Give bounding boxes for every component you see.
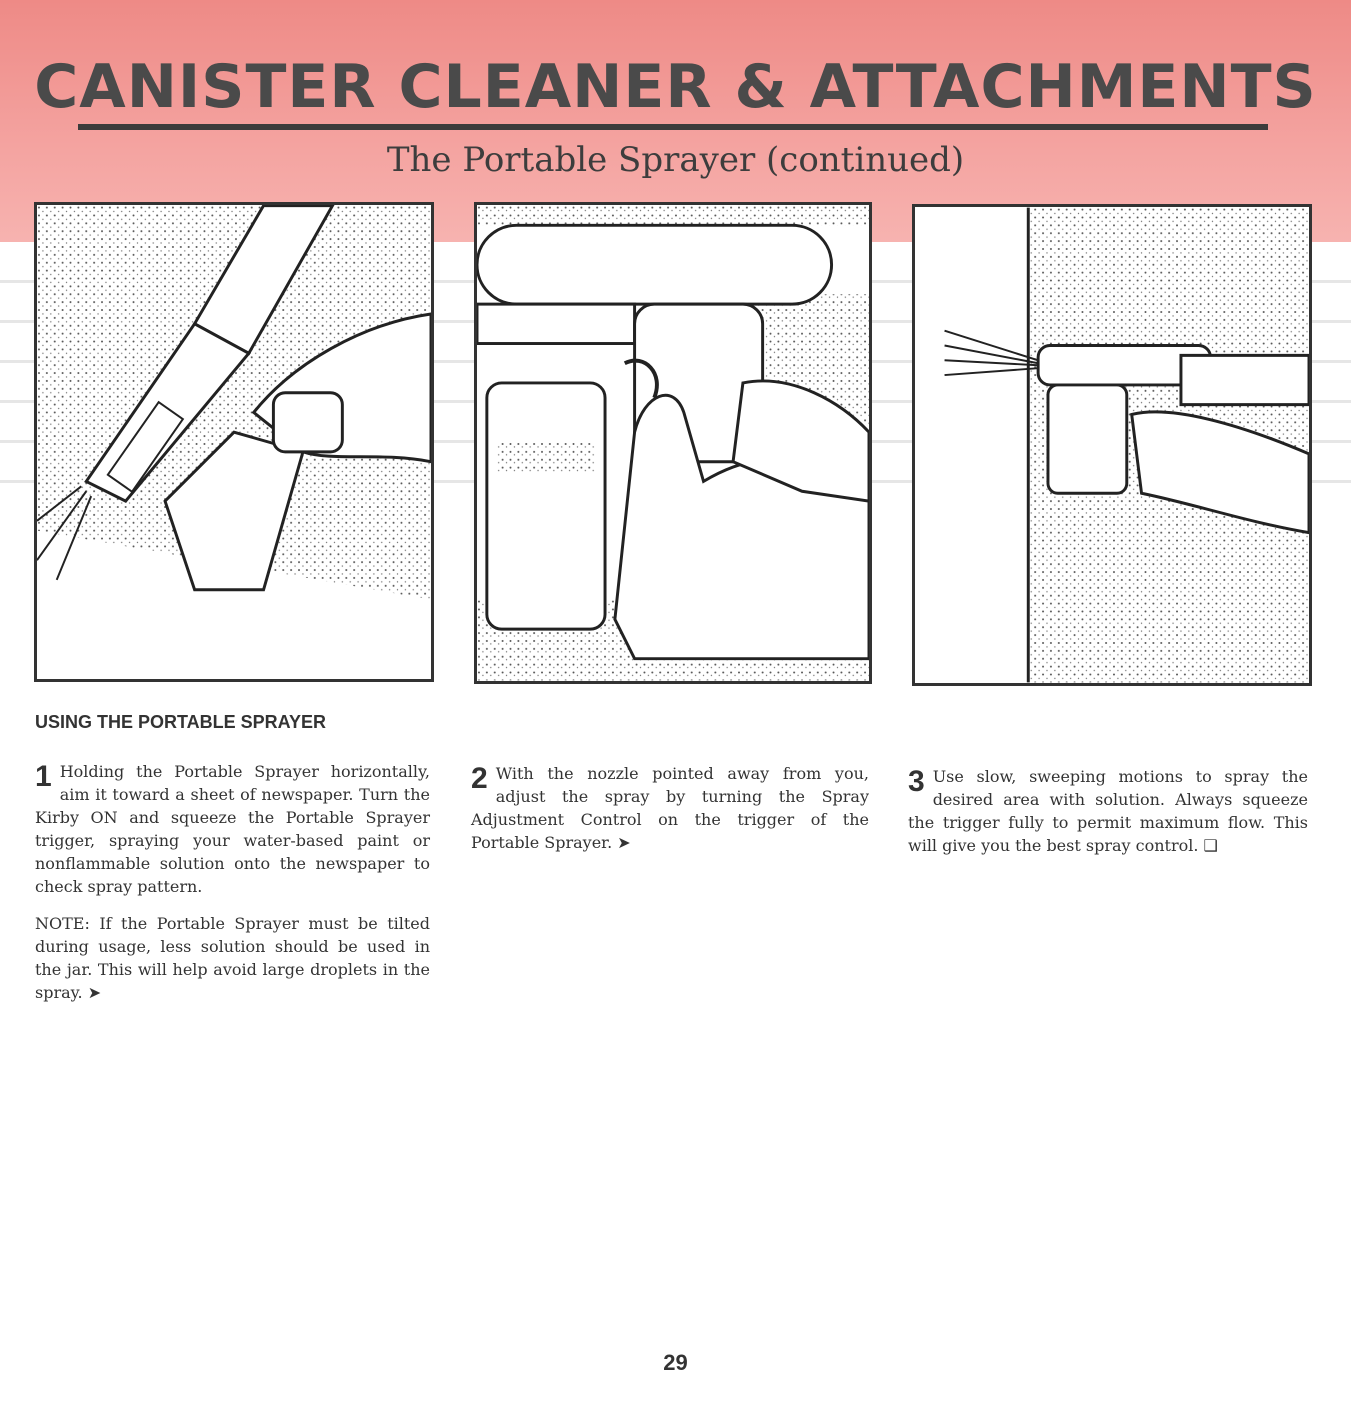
section-heading: USING THE PORTABLE SPRAYER (35, 712, 327, 732)
step-1-paragraph (35, 760, 430, 898)
step-2-number: 2 (471, 762, 488, 795)
step-2-paragraph (471, 762, 869, 854)
page-title: CANISTER CLEANER & ATTACHMENTS (34, 52, 1317, 122)
illustration-spray-adjustment (474, 202, 872, 684)
illustration-hand-aiming-sprayer (34, 202, 434, 682)
step-3-text: Use slow, sweeping motions to spray the desired area with solution. Always squeeze the trigger fully to permit maximum flow. This will give you the best spray control. ❑ (908, 767, 1308, 855)
spraying-wall-drawing (915, 207, 1309, 683)
title-underline (78, 124, 1268, 130)
step-1-number: 1 (35, 760, 52, 793)
step-2-text: With the nozzle pointed away from you, adjust the spray by turning the Spray Adjustment Control on the trigger of the Portable Sprayer. ➤ (471, 764, 869, 852)
step-3-paragraph (908, 765, 1308, 857)
step-3-number: 3 (908, 765, 925, 798)
page-number: 29 (663, 1350, 688, 1375)
step-3-column (908, 765, 1308, 871)
step-1-text: Holding the Portable Sprayer horizontally, aim it toward a sheet of newspaper. Turn the Kirby ON and squeeze the Portable Sprayer trigger, spraying your water-based paint or nonflammable solution onto the newspaper to check spray pattern. (35, 762, 430, 896)
step-1-note: NOTE: If the Portable Sprayer must be tilted during usage, less solution should be used in the jar. This will help avoid large droplets in the spray. ➤ (35, 914, 430, 1002)
spray-adjustment-drawing (477, 205, 869, 681)
step-1-column (35, 760, 430, 1018)
page-subtitle: The Portable Sprayer (continued) (386, 140, 965, 180)
step-2-column (471, 762, 869, 868)
illustration-spraying-wall (912, 204, 1312, 686)
sprayer-aiming-drawing (37, 205, 431, 679)
